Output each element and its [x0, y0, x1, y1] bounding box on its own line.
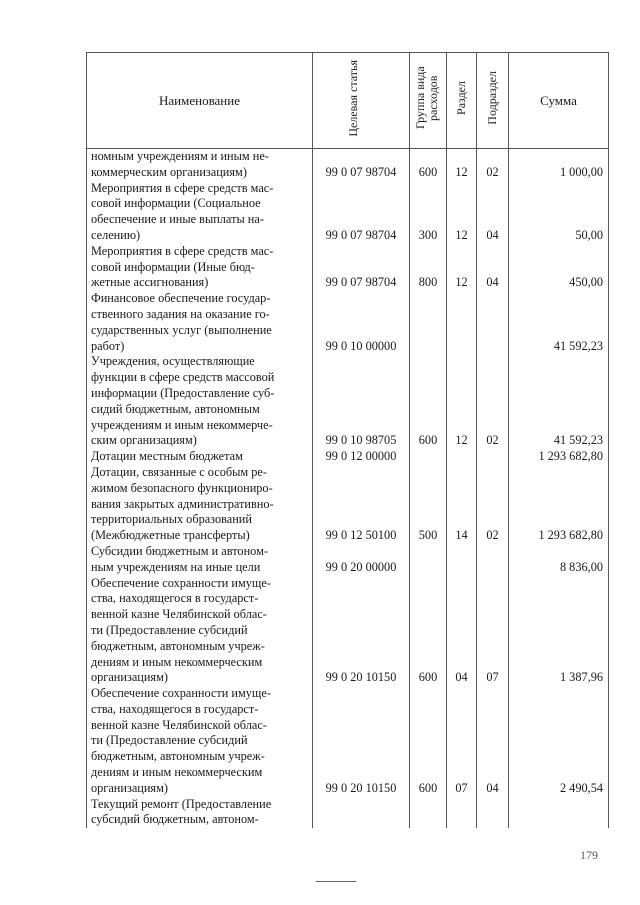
footer-divider	[316, 881, 356, 882]
row-subsection: 04	[477, 181, 509, 244]
row-name-line: ти (Предоставление субсидий	[91, 733, 248, 748]
row-group	[410, 544, 447, 576]
row-name-line: Дотации, связанные с особым ре-	[91, 464, 267, 479]
row-name-line: коммерческим организациям)	[91, 164, 247, 179]
row-group: 500	[410, 465, 447, 544]
row-name-line: номным учреждениям и иным не-	[91, 149, 269, 163]
page-number: 179	[580, 848, 598, 862]
row-group: 600	[410, 686, 447, 797]
table-row	[87, 797, 609, 829]
row-name-line: организациям)	[91, 670, 168, 685]
row-name-line: совой информации (Иные бюд-	[91, 259, 255, 274]
header-group	[410, 53, 447, 149]
row-section: 04	[447, 576, 477, 687]
header-name: Наименование	[87, 53, 313, 149]
row-subsection	[477, 449, 509, 465]
row-name	[87, 686, 313, 797]
row-name-line: совой информации (Социальное	[91, 196, 261, 211]
row-sum: 450,00	[509, 244, 609, 291]
row-name-line: информации (Предоставление суб-	[91, 385, 275, 400]
row-name	[87, 291, 313, 354]
row-section: 07	[447, 686, 477, 797]
row-name	[87, 797, 313, 829]
row-target: 99 0 10 00000	[313, 291, 410, 354]
row-name-line: Субсидии бюджетным и автоном-	[91, 543, 268, 558]
header-section-label: Раздел	[454, 81, 468, 115]
table-row	[87, 686, 609, 797]
row-group: 600	[410, 149, 447, 181]
row-name-line: дениям и иным некоммерческим	[91, 765, 263, 780]
row-name	[87, 149, 313, 181]
row-name	[87, 449, 313, 465]
row-subsection	[477, 544, 509, 576]
table-row	[87, 544, 609, 576]
row-name-line: Финансовое обеспечение государ-	[91, 291, 271, 306]
table-row	[87, 291, 609, 354]
row-group: 800	[410, 244, 447, 291]
row-section: 12	[447, 149, 477, 181]
row-section: 12	[447, 354, 477, 449]
row-subsection	[477, 797, 509, 829]
row-name-line: обеспечение и иные выплаты на-	[91, 212, 264, 227]
row-section	[447, 449, 477, 465]
table-row	[87, 465, 609, 544]
row-sum: 1 387,96	[509, 576, 609, 687]
row-sum: 8 836,00	[509, 544, 609, 576]
row-group: 600	[410, 576, 447, 687]
row-name-line: Текущий ремонт (Предоставление	[91, 796, 272, 811]
header-group-label: Группа вида расходов	[413, 66, 440, 130]
row-subsection: 04	[477, 686, 509, 797]
row-name-line: ским организациям)	[91, 433, 197, 448]
row-subsection: 04	[477, 244, 509, 291]
row-group: 600	[410, 354, 447, 449]
row-subsection: 02	[477, 354, 509, 449]
row-name-line: вания закрытых административно-	[91, 496, 274, 511]
row-section	[447, 544, 477, 576]
row-target	[313, 797, 410, 829]
row-sum: 50,00	[509, 181, 609, 244]
row-name	[87, 576, 313, 687]
row-target: 99 0 07 98704	[313, 244, 410, 291]
row-name-line: бюджетным, автономным учреж-	[91, 638, 265, 653]
row-name	[87, 244, 313, 291]
row-name-line: Дотации местным бюджетам	[91, 449, 243, 464]
header-subsection	[477, 53, 509, 149]
row-target: 99 0 07 98704	[313, 149, 410, 181]
row-name	[87, 354, 313, 449]
row-sum	[509, 797, 609, 829]
row-name-line: сударственных услуг (выполнение	[91, 322, 272, 337]
row-subsection	[477, 291, 509, 354]
table-body	[87, 149, 609, 829]
row-section: 12	[447, 181, 477, 244]
row-name	[87, 181, 313, 244]
row-target: 99 0 20 10150	[313, 576, 410, 687]
row-target: 99 0 20 10150	[313, 686, 410, 797]
row-target: 99 0 12 50100	[313, 465, 410, 544]
row-section: 12	[447, 244, 477, 291]
row-target: 99 0 20 00000	[313, 544, 410, 576]
row-name-line: дениям и иным некоммерческим	[91, 654, 263, 669]
row-sum: 41 592,23	[509, 354, 609, 449]
row-name-line: ства, находящегося в государст-	[91, 701, 259, 716]
table-row	[87, 244, 609, 291]
row-name-line: работ)	[91, 338, 125, 353]
row-name-line: селению)	[91, 227, 141, 242]
row-name-line: (Межбюджетные трансферты)	[91, 528, 250, 543]
row-subsection: 07	[477, 576, 509, 687]
header-section	[447, 53, 477, 149]
header-subsection-label: Подраздел	[485, 71, 499, 125]
table-row	[87, 576, 609, 687]
budget-table	[86, 52, 609, 828]
row-name-line: Мероприятия в сфере средств мас-	[91, 243, 274, 258]
row-name-line: венной казне Челябинской облас-	[91, 607, 267, 622]
row-name-line: субсидий бюджетным, автоном-	[91, 812, 259, 827]
row-section: 14	[447, 465, 477, 544]
row-name-line: ства, находящегося в государст-	[91, 591, 259, 606]
row-target: 99 0 10 98705	[313, 354, 410, 449]
table-row	[87, 181, 609, 244]
row-name-line: Мероприятия в сфере средств мас-	[91, 180, 274, 195]
row-name-line: ти (Предоставление субсидий	[91, 622, 248, 637]
row-target: 99 0 07 98704	[313, 181, 410, 244]
table-header-row	[87, 53, 609, 149]
row-sum: 1 293 682,80	[509, 449, 609, 465]
row-sum: 41 592,23	[509, 291, 609, 354]
row-section	[447, 291, 477, 354]
header-target-label: Целевая статья	[346, 59, 360, 137]
row-sum: 1 293 682,80	[509, 465, 609, 544]
row-sum: 1 000,00	[509, 149, 609, 181]
row-group: 300	[410, 181, 447, 244]
table-row	[87, 149, 609, 181]
row-name-line: сидий бюджетным, автономным	[91, 401, 260, 416]
header-sum: Сумма	[509, 53, 609, 149]
row-name-line: территориальных образований	[91, 512, 252, 527]
row-sum: 2 490,54	[509, 686, 609, 797]
row-section	[447, 797, 477, 829]
row-name-line: организациям)	[91, 780, 168, 795]
row-name-line: жимом безопасного функциониро-	[91, 480, 273, 495]
row-name-line: жетные ассигнования)	[91, 275, 209, 290]
row-group	[410, 291, 447, 354]
row-name-line: Учреждения, осуществляющие	[91, 354, 255, 369]
row-name	[87, 544, 313, 576]
row-subsection: 02	[477, 465, 509, 544]
budget-table-wrapper	[86, 52, 608, 828]
row-target: 99 0 12 00000	[313, 449, 410, 465]
row-name-line: учреждениям и иным некоммерче-	[91, 417, 273, 432]
row-subsection: 02	[477, 149, 509, 181]
row-group	[410, 449, 447, 465]
row-name-line: Обеспечение сохранности имуще-	[91, 686, 271, 701]
row-name	[87, 465, 313, 544]
row-name-line: венной казне Челябинской облас-	[91, 717, 267, 732]
row-name-line: функции в сфере средств массовой	[91, 370, 275, 385]
header-target	[313, 53, 410, 149]
row-name-line: ственного задания на оказание го-	[91, 306, 270, 321]
row-name-line: ным учреждениям на иные цели	[91, 559, 261, 574]
row-name-line: бюджетным, автономным учреж-	[91, 749, 265, 764]
table-row	[87, 354, 609, 449]
row-name-line: Обеспечение сохранности имуще-	[91, 575, 271, 590]
row-group	[410, 797, 447, 829]
table-row	[87, 449, 609, 465]
